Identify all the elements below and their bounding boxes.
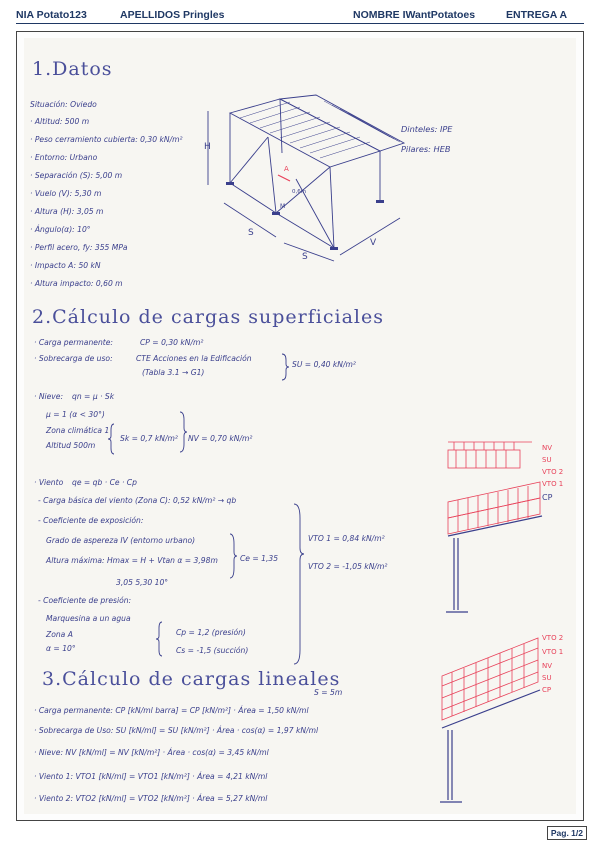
wind-vto2: VTO 2 = -1,05 kN/m² bbox=[308, 562, 388, 571]
data-item: · Perfil acero, fy: 355 MPa bbox=[30, 243, 128, 252]
header-nia: NIA Potato123 bbox=[16, 9, 87, 21]
data-item: Situación: Oviedo bbox=[30, 100, 97, 109]
wind-alpha: α = 10° bbox=[46, 644, 76, 653]
header-name: NOMBRE IWantPotatoes bbox=[353, 9, 476, 21]
data-item: · Peso cerramiento cubierta: 0,30 kN/m² bbox=[30, 135, 183, 144]
load-label: CP bbox=[542, 493, 553, 502]
label-v: V bbox=[370, 238, 377, 248]
label-a: A bbox=[284, 165, 289, 173]
use-value: SU = 0,40 kN/m² bbox=[292, 360, 356, 369]
wind-height-parts: 3,05 5,30 10° bbox=[116, 578, 169, 587]
perm-value: CP = 0,30 kN/m² bbox=[140, 338, 204, 347]
data-item: · Altura impacto: 0,60 m bbox=[30, 279, 123, 288]
section1-title: 1.Datos bbox=[32, 58, 113, 80]
data-item: · Altitud: 500 m bbox=[30, 117, 90, 126]
data-item: · Vuelo (V): 5,30 m bbox=[30, 189, 102, 198]
linear-load-line: · Sobrecarga de Uso: SU [kN/ml] = SU [kN/m²] · Área · cos(α) = 1,97 kN/ml bbox=[34, 726, 319, 735]
load-diagram-bottom bbox=[434, 628, 576, 808]
data-item: · Impacto A: 50 kN bbox=[30, 261, 101, 270]
header-surname: APELLIDOS Pringles bbox=[120, 9, 225, 21]
wind-roof: Marquesina a un agua bbox=[46, 614, 131, 623]
wind-zone: Zona A bbox=[46, 630, 73, 639]
section3-s-note: S = 5m bbox=[314, 688, 343, 697]
linear-load-line: · Carga permanente: CP [kN/ml barra] = CP [kN/m²] · Área = 1,50 kN/ml bbox=[34, 706, 309, 715]
label-h: H bbox=[204, 142, 211, 152]
data-item: · Entorno: Urbano bbox=[30, 153, 98, 162]
snow-mu: μ = 1 (α < 30°) bbox=[46, 410, 105, 419]
load-label: NV bbox=[542, 662, 553, 670]
load-label: NV bbox=[542, 444, 553, 452]
wind-basic: - Carga básica del viento (Zona C): 0,52 kN/m² → qb bbox=[38, 496, 237, 505]
linear-load-line: · Viento 1: VTO1 [kN/ml] = VTO1 [kN/m²] · Área = 4,21 kN/ml bbox=[34, 772, 268, 781]
wind-height: Altura máxima: Hmax = H + Vtan α = 3,98m bbox=[46, 556, 218, 565]
snow-zone: Zona climática 1 bbox=[46, 426, 110, 435]
snow-formula: qn = μ · Sk bbox=[72, 392, 115, 401]
linear-load-line: · Nieve: NV [kN/ml] = NV [kN/m²] · Área · cos(α) = 3,45 kN/ml bbox=[34, 748, 269, 757]
wind-pressure: - Coeficiente de presión: bbox=[38, 596, 132, 605]
label-s1: S bbox=[248, 228, 254, 238]
label-h-impact: 0,6m bbox=[292, 189, 307, 195]
label-s2: S bbox=[302, 252, 308, 262]
snow-sk: Sk = 0,7 kN/m² bbox=[120, 434, 178, 443]
data-item: · Ángulo(α): 10° bbox=[30, 225, 91, 234]
header-rule bbox=[16, 23, 584, 24]
use-ref2: (Tabla 3.1 → G1) bbox=[142, 368, 205, 377]
perm-label: · Carga permanente: bbox=[34, 338, 113, 347]
load-label: SU bbox=[542, 456, 552, 464]
wind-vto1: VTO 1 = 0,84 kN/m² bbox=[308, 534, 385, 543]
data-item: · Altura (H): 3,05 m bbox=[30, 207, 104, 216]
load-label: VTO 2 bbox=[542, 468, 564, 476]
snow-value: NV = 0,70 kN/m² bbox=[188, 434, 253, 443]
linear-load-line: · Viento 2: VTO2 [kN/ml] = VTO2 [kN/m²] · Área = 5,27 kN/ml bbox=[34, 794, 268, 803]
load-label: SU bbox=[542, 674, 552, 682]
wind-exposure: - Coeficiente de exposición: bbox=[38, 516, 144, 525]
handwritten-sheet bbox=[24, 38, 576, 814]
wind-cp: Cp = 1,2 (presión) bbox=[176, 628, 246, 637]
wind-label: · Viento bbox=[34, 478, 64, 487]
profile-beams: Dinteles: IPE bbox=[401, 124, 453, 134]
section2-title: 2.Cálculo de cargas superficiales bbox=[32, 306, 384, 328]
snow-label: · Nieve: bbox=[34, 392, 64, 401]
header-delivery: ENTREGA A bbox=[506, 9, 568, 21]
wind-roughness: Grado de aspereza IV (entorno urbano) bbox=[46, 536, 196, 545]
page-number: Pag. 1/2 bbox=[547, 826, 587, 840]
use-ref1: CTE Acciones en la Edificación bbox=[136, 354, 252, 363]
snow-altitude: Altitud 500m bbox=[46, 441, 96, 450]
wind-ce: Ce = 1,35 bbox=[240, 554, 279, 563]
load-label: VTO 1 bbox=[542, 480, 564, 488]
load-label: CP bbox=[542, 686, 552, 694]
profile-columns: Pilares: HEB bbox=[401, 144, 451, 154]
label-m: M bbox=[280, 203, 286, 210]
wind-cs: Cs = -1,5 (succión) bbox=[176, 646, 249, 655]
load-diagram-top bbox=[442, 438, 576, 618]
data-item: · Separación (S): 5,00 m bbox=[30, 171, 123, 180]
section3-title: 3.Cálculo de cargas lineales bbox=[42, 668, 341, 690]
wind-formula: qe = qb · Ce · Cp bbox=[72, 478, 137, 487]
use-label: · Sobrecarga de uso: bbox=[34, 354, 113, 363]
load-label: VTO 2 bbox=[542, 634, 564, 642]
load-label: VTO 1 bbox=[542, 648, 564, 656]
